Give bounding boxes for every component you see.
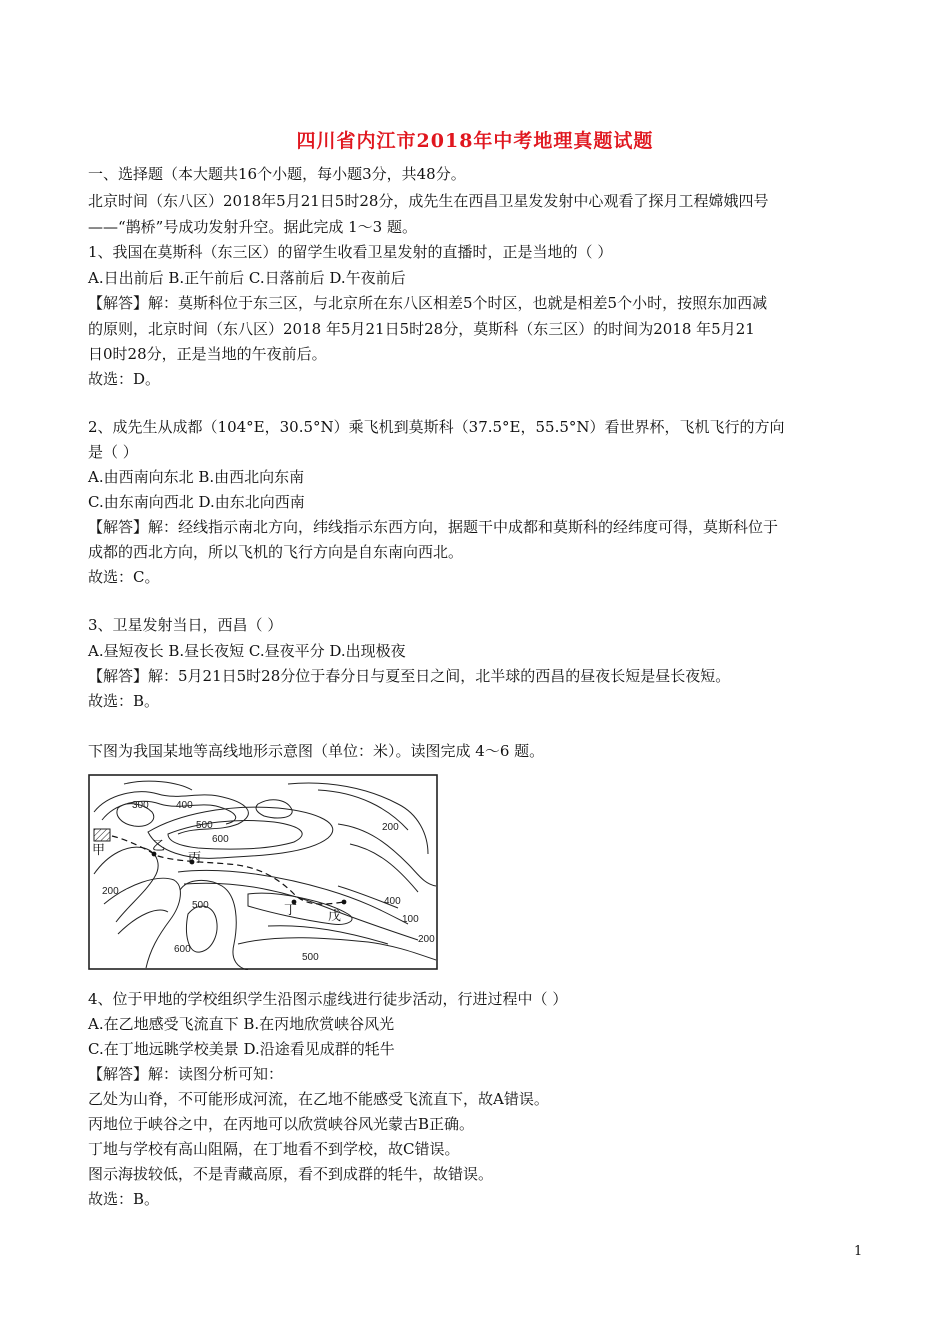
answer-line: 成都的西北方向，所以飞机的飞行方向是自东南向西北。: [88, 543, 464, 561]
contour-label: 200: [418, 934, 435, 945]
answer-line: 【解答】解：莫斯科位于东三区，与北京所在东八区相差5个时区，也就是相差5个小时，按照东加西减: [88, 294, 768, 312]
answer-line: 乙处为山脊，不可能形成河流，在乙地不能感受飞流直下，故A错误。: [88, 1090, 549, 1108]
answer-line: 日0时28分，正是当地的午夜前后。: [88, 345, 327, 363]
contour-label: 600: [174, 944, 191, 955]
question-2-stem: 是（ ）: [88, 443, 138, 461]
question-1-options: A.日出前后 B.正午前后 C.日落前后 D.午夜前后: [88, 269, 406, 287]
question-1-stem: 1、我国在莫斯科（东三区）的留学生收看卫星发射的直播时，正是当地的（ ）: [88, 243, 613, 261]
contour-label: 200: [102, 886, 119, 897]
intro-line: 北京时间（东八区）2018年5月21日5时28分，成先生在西昌卫星发发射中心观看了探月工程嫦娥四号: [88, 192, 769, 210]
contour-label: 100: [402, 914, 419, 925]
answer-choice: 故选：C。: [88, 568, 160, 586]
contour-map: [88, 774, 438, 970]
answer-choice: 故选：B。: [88, 692, 160, 710]
question-2-stem: 2、成先生从成都（104°E，30.5°N）乘飞机到莫斯科（37.5°E，55.5°N）看世界杯，飞机飞行的方向: [88, 418, 785, 436]
contour-label: 300: [132, 800, 149, 811]
answer-line: 丙地位于峡谷之中，在丙地可以欣赏峡谷风光蒙古B正确。: [88, 1115, 475, 1133]
question-2-options: C.由东南向西北 D.由东北向西南: [88, 493, 305, 511]
contour-label: 400: [176, 800, 193, 811]
place-label-wu: 戊: [328, 909, 342, 924]
school-marker: [94, 829, 110, 841]
answer-line: 【解答】解：读图分析可知：: [88, 1065, 284, 1083]
contour-label: 400: [384, 896, 401, 907]
question-4-stem: 4、位于甲地的学校组织学生沿图示虚线进行徒步活动，行进过程中（ ）: [88, 990, 568, 1008]
contour-label: 500: [196, 820, 213, 831]
intro-line: ——“鹊桥”号成功发射升空。据此完成 1～3 题。: [88, 218, 417, 236]
page-title: 四川省内江市2018年中考地理真题试题: [296, 130, 654, 152]
answer-line: 【解答】解：5月21日5时28分位于春分日与夏至日之间，北半球的西昌的昼夜长短是昼长夜短。: [88, 667, 731, 685]
place-label-bing: 丙: [188, 851, 202, 866]
place-label-yi: 乙: [152, 839, 166, 854]
question-2-options: A.由西南向东北 B.由西北向东南: [88, 468, 305, 486]
section-heading: 一、选择题（本大题共16个小题，每小题3分，共48分。: [88, 165, 466, 183]
page-number: 1: [854, 1244, 863, 1259]
question-4-options: C.在丁地远眺学校美景 D.沿途看见成群的牦牛: [88, 1040, 395, 1058]
answer-line: 【解答】解：经线指示南北方向，纬线指示东西方向，据题干中成都和莫斯科的经纬度可得，莫斯科位于: [88, 518, 779, 536]
answer-line: 的原则，北京时间（东八区）2018 年5月21日5时28分，莫斯科（东三区）的时间为2018 年5月21: [88, 320, 755, 338]
contour-label: 500: [302, 952, 319, 963]
answer-line: 丁地与学校有高山阻隔，在丁地看不到学校，故C错误。: [88, 1140, 460, 1158]
answer-line: 图示海拔较低，不是青藏高原，看不到成群的牦牛，故错误。: [88, 1165, 494, 1183]
question-4-options: A.在乙地感受飞流直下 B.在丙地欣赏峡谷风光: [88, 1015, 395, 1033]
question-3-options: A.昼短夜长 B.昼长夜短 C.昼夜平分 D.出现极夜: [88, 642, 406, 660]
contour-label: 200: [382, 822, 399, 833]
contour-label: 500: [192, 900, 209, 911]
place-label-jia: 甲: [92, 843, 106, 858]
place-label-ding: 丁: [284, 903, 298, 918]
question-3-stem: 3、卫星发射当日，西昌（ ）: [88, 616, 283, 634]
contour-label: 600: [212, 834, 229, 845]
answer-choice: 故选：B。: [88, 1190, 160, 1208]
answer-choice: 故选：D。: [88, 370, 161, 388]
map-intro: 下图为我国某地等高线地形示意图（单位：米）。读图完成 4～6 题。: [88, 742, 545, 760]
